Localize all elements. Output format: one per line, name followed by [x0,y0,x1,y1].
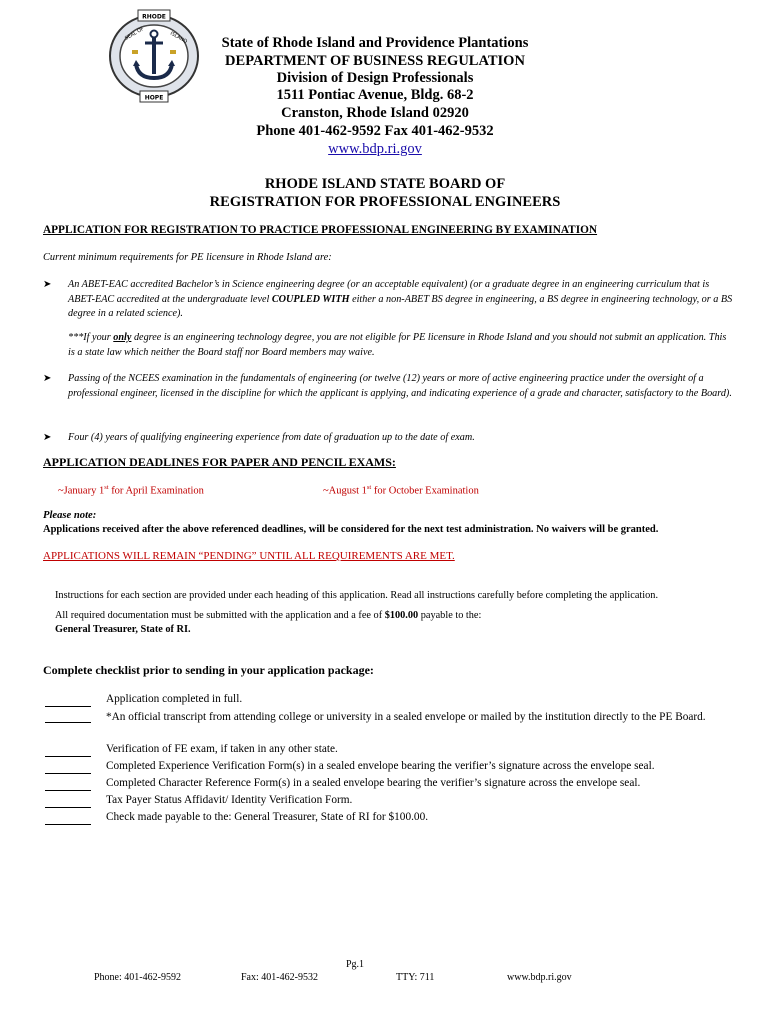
website-container [160,140,590,159]
address-street: 1511 Pontiac Avenue, Bldg. 68-2 [276,87,474,103]
checklist-blank[interactable] [45,789,91,791]
coupled-with-text: COUPLED WITH [271,293,350,305]
note-only: only [113,332,132,343]
technology-degree-note [68,331,733,360]
svg-text:HOPE: HOPE [144,94,164,102]
application-title: APPLICATION FOR REGISTRATION TO PRACTICE PROFESSIONAL ENGINEERING BY EXAMINATION [43,224,598,236]
checklist-item [106,709,726,725]
requirements-intro: Current minimum requirements for PE licensure in Rhode Island are: [43,252,332,263]
footer-phone: Phone: 401-462-9592 [94,972,181,983]
department-name: DEPARTMENT OF BUSINESS REGULATION [225,53,525,69]
arrow-bullet-icon: ➤ [43,432,52,443]
checklist-blank[interactable] [45,755,91,757]
checklist-blank[interactable] [45,772,91,774]
footer-tty: TTY: 711 [396,972,435,983]
deadline-january [58,484,204,497]
fee-line-b: payable to the: [418,610,482,621]
arrow-bullet-icon: ➤ [43,279,52,290]
note-prefix: ***If your [68,332,114,343]
checklist-item: Check made payable to the: General Treasurer, State of RI for $100.00. [106,811,429,823]
note-rest: degree is an engineering technology degree, you are not eligible for PE licensure in Rhode Island and you should not submit an application. This is a state law which neither the Board staff nor Board members may waive. [68,332,727,358]
checklist-item: Verification of FE exam, if taken in any other state. [106,743,338,755]
please-note-text: Applications received after the above referenced deadlines, will be considered for the next test administration. No waivers will be granted. [43,524,659,535]
footer-website: www.bdp.ri.gov [507,972,572,983]
checklist-item: Application completed in full. [106,693,243,705]
deadline-january-a: ~January 1 [58,485,105,497]
svg-text:RHODE: RHODE [142,13,166,21]
payee-line: General Treasurer, State of RI. [55,624,191,635]
checklist-blank[interactable] [45,823,91,825]
deadline-january-sup: st [104,484,109,491]
checklist-item: Tax Payer Status Affidavit/ Identity Verification Form. [106,794,353,806]
requirement-degree-text-a: An ABET-EAC accredited Bachelor’s in Science engineering degree (or an acceptable equivalent) (or a graduate degree in an engineering curriculum that is ABET-EAC accredited at the undergraduate level [68,279,710,305]
checklist-item: Completed Character Reference Form(s) in a sealed envelope bearing the verifier’s signature across the envelope seal. [106,777,641,789]
address-city: Cranston, Rhode Island 02920 [281,105,469,121]
requirement-experience: Four (4) years of qualifying engineering experience from date of graduation up to the date of exam. [68,432,475,443]
fee-line [55,610,481,621]
checklist-item: Completed Experience Verification Form(s) in a sealed envelope bearing the verifier’s signature across the envelope seal. [106,760,655,772]
svg-text:ISLAND: ISLAND [169,30,189,46]
deadline-august-sup: st [366,484,372,491]
board-title-line2: REGISTRATION FOR PROFESSIONAL ENGINEERS [209,194,561,210]
deadline-august-b: for October Examination [371,485,479,497]
deadline-august-a: ~August 1 [323,485,367,497]
instructions-line: Instructions for each section are provided under each heading of this application. Read all instructions carefully before completing the application. [55,590,659,601]
deadlines-heading: APPLICATION DEADLINES FOR PAPER AND PENCIL EXAMS: [43,455,396,469]
requirement-degree [68,278,733,322]
checklist-heading: Complete checklist prior to sending in your application package: [43,663,374,677]
fee-line-a: All required documentation must be submitted with the application and a fee of [55,610,385,621]
checklist-blank[interactable] [45,721,91,723]
division-name: Division of Design Professionals [276,70,474,86]
svg-text:SEAL OF: SEAL OF [124,26,146,42]
deadline-august [323,484,479,497]
requirement-exam: Passing of the NCEES examination in the fundamentals of engineering (or twelve (12) years or more of active engineering practice under the oversight of a professional engineer, licensed in the discipline for which the applicant is applying, and indicating experience of a grade and character, satisfactory to the Board). [68,373,732,399]
state-name: State of Rhode Island and Providence Plantations [221,35,529,51]
fee-amount: $100.00 [384,610,419,621]
footer-fax: Fax: 401-462-9532 [241,972,318,983]
arrow-bullet-icon: ➤ [43,373,52,384]
checklist-blank[interactable] [45,705,91,707]
phone-fax: Phone 401-462-9592 Fax 401-462-9532 [256,123,494,139]
requirement-degree-text-b: either a non-ABET BS degree in engineering, a BS degree in engineering technology, or a BS degree in a related science). [68,293,733,320]
website-link[interactable]: www.bdp.ri.gov [328,141,422,157]
board-title-line1: RHODE ISLAND STATE BOARD OF [264,176,506,192]
page-number: Pg.1 [346,959,365,970]
please-note-label: Please note: [43,510,97,521]
checklist-blank[interactable] [45,806,91,808]
pending-notice: APPLICATIONS WILL REMAIN “PENDING” UNTIL ALL REQUIREMENTS ARE MET. [43,550,455,562]
deadline-january-b: for April Examination [108,485,204,497]
checklist-item-text: *An official transcript from attending college or university in a sealed envelope or mailed by the institution directly to the PE Board. [106,711,706,723]
